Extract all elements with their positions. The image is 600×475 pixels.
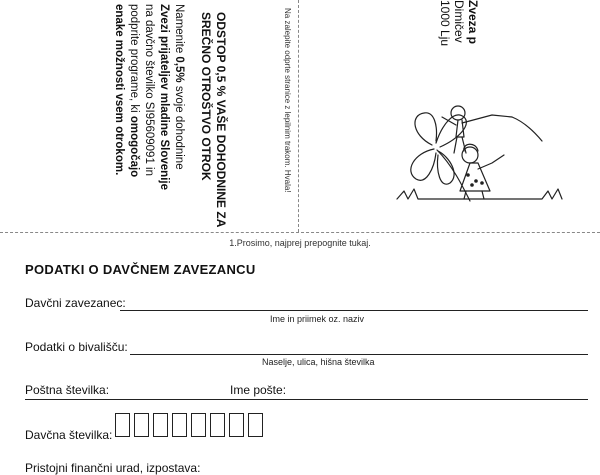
- residence-helper: Naselje, ulica, hišna številka: [262, 357, 375, 367]
- campaign-line-2: Zvezi prijateljev mladine Slovenije: [158, 4, 170, 190]
- fold-hint: 1.Prosimo, najprej prepognite tukaj.: [229, 238, 371, 248]
- taxpayer-input-line[interactable]: [120, 310, 588, 311]
- tax-number-digit-box[interactable]: [248, 413, 263, 437]
- tax-number-digit-box[interactable]: [134, 413, 149, 437]
- taxpayer-helper: Ime in priimek oz. naziv: [270, 314, 365, 324]
- taxpayer-label: Davčni zavezanec:: [25, 296, 126, 310]
- postal-code-label: Poštna številka:: [25, 383, 110, 397]
- recipient-address: [438, 0, 480, 46]
- campaign-line-5: enake možnosti vsem otrokom.: [113, 4, 125, 176]
- tax-number-label: Davčna številka:: [25, 428, 113, 442]
- tax-number-digit-box[interactable]: [115, 413, 130, 437]
- campaign-title-line-2: SREČNO OTROŠTVO OTROK: [199, 12, 213, 181]
- campaign-text-block: [198, 12, 228, 227]
- children-with-clover-illustration-icon: [392, 95, 572, 205]
- tax-office-label: Pristojni finančni urad, izpostava:: [25, 461, 201, 475]
- fold-line: [0, 232, 600, 233]
- address-line-1: Zveza p: [466, 0, 480, 45]
- tax-number-digit-box[interactable]: [191, 413, 206, 437]
- glue-note: Na zalepite odprte stranice z lepilnim trakom. Hvala!: [283, 8, 292, 193]
- residence-label: Podatki o bivališču:: [25, 340, 128, 354]
- envelope-flap: [0, 0, 600, 232]
- postal-input-line[interactable]: [25, 399, 588, 400]
- campaign-body: [111, 4, 186, 190]
- campaign-line-4-bold: omogočajo: [128, 115, 140, 178]
- campaign-line-1-post: svoje dohodnine: [173, 82, 185, 170]
- post-name-label: Ime pošte:: [230, 383, 287, 397]
- campaign-title-line-1: ODSTOP 0,5 % VAŠE DOHODNINE ZA: [214, 12, 228, 228]
- tax-number-digit-box[interactable]: [210, 413, 225, 437]
- campaign-line-1-pre: Namenite: [173, 4, 185, 57]
- flap-divider-right: [298, 0, 299, 232]
- campaign-line-4-pre: podprite programe, ki: [128, 4, 140, 116]
- campaign-line-3: na davčno številko SI95609091 in: [143, 4, 155, 176]
- tax-number-digit-box[interactable]: [172, 413, 187, 437]
- section-title: PODATKI O DAVČNEM ZAVEZANCU: [25, 262, 256, 277]
- tax-number-digit-box[interactable]: [153, 413, 168, 437]
- campaign-line-1-bold: 0,5%: [173, 56, 185, 83]
- tax-number-boxes[interactable]: [115, 413, 263, 437]
- address-line-3: 1000 Lju: [438, 0, 452, 47]
- campaign-line-4: [126, 4, 141, 190]
- residence-input-line[interactable]: [130, 354, 588, 355]
- tax-number-digit-box[interactable]: [229, 413, 244, 437]
- address-line-2: Dimičev: [452, 0, 466, 43]
- campaign-line-1: [171, 4, 186, 190]
